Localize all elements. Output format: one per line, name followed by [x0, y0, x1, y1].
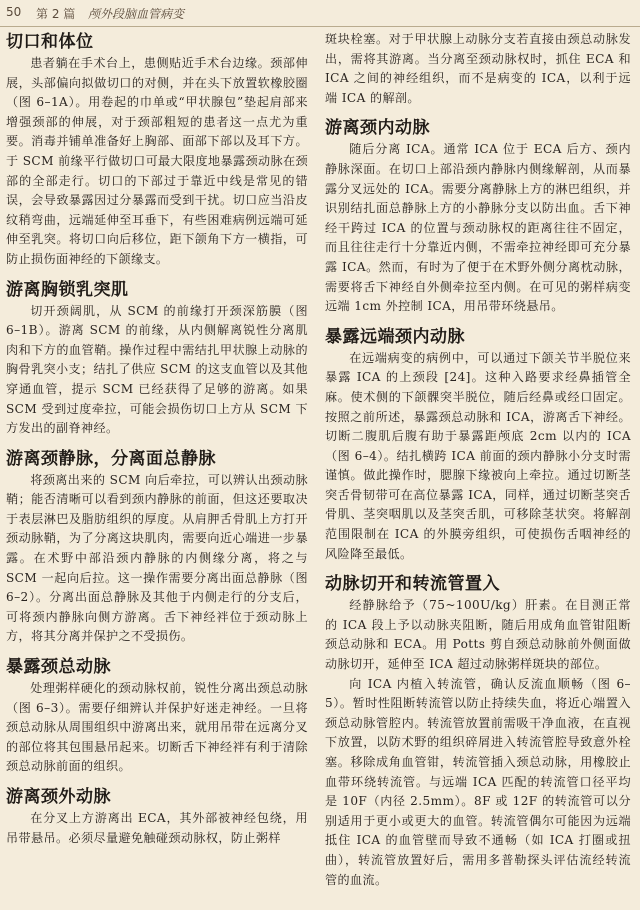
section-heading: 暴露颈总动脉 — [6, 657, 111, 678]
part-label: 第 2 篇 — [36, 7, 76, 21]
section-internal-carotid — [325, 116, 631, 316]
paragraph: 向 ICA 内植入转流管，确认反流血顺畅（图 6–5）。暂时性阻断转流管以防止持续失血，将近心端置入颈总动脉管腔内。转流管放置前需吸干净血液，在直视下放置，以防术野的组织碎屑进入转流管腔导致意外栓塞。移除成角血管钳，转流管插入颈总动脉，用橡胶止血带环绕转流管。与远端 ICA 匹配的转流管口径平均是 10F（内径 2.5mm）。8F 或 12F 的转流管可以分别适用于更小或更大的血管。转流管偶尔可能因为远端抵住 ICA 的血管壁而导致不通畅（如 ICA 打圈或扭曲），转流管放置好后，需用多普勒探头评估流经转流管的血流。 — [325, 676, 631, 887]
section-heading: 游离胸锁乳突肌 — [6, 279, 129, 300]
paragraph: 处理粥样硬化的颈动脉权前，锐性分离出颈总动脉（图 6–3）。需要仔细辨认并保护好迷走神经。一旦将颈总动脉从周围组织中游离出来，就用吊带在远离分叉的部位将其包围悬吊起来。切断舌下神经袢有利于清除颈总动脉前面的组织。 — [6, 681, 308, 774]
paragraph: 斑块栓塞。对于甲状腺上动脉分支若直接由颈总动脉发出，需将其游离。当分离至颈动脉权时，抓住 ECA 和 ICA 之间的神经组织，而不是病变的 ICA，以利于远端 ICA 的解剖。 — [325, 32, 631, 105]
paragraph: 患者躺在手术台上，患侧贴近手术台边缘。颈部伸展，头部偏向拟做切口的对侧，并在头下放置软橡胶圈（图 6–1A）。用卷起的巾单或“甲状腺包”垫起肩部来增强颈部的伸展，对于颈部粗短的患者这一点尤为重要。消毒并铺单准备好上胸部、面部下部以及耳下方。于 SCM 前缘平行做切口可最大限度地暴露颈动脉在颈部的全部走行。切口的下部过于靠近中线是常见的错误，会导致暴露因过分暴露而受到干扰。切口应当沿皮纹稍弯曲，远端延伸至耳垂下，有些困难病例远端可延伸至乳突。将切口向后移位，距下颌角下方一横指，可防止损伤面神经的下颌缘支。 — [6, 56, 308, 266]
section-heading: 游离颈外动脉 — [6, 787, 111, 807]
section-heading: 暴露远端颈内动脉 — [325, 326, 465, 347]
right-column — [325, 30, 631, 890]
paragraph: 切开颈阔肌，从 SCM 的前缘打开颈深筋膜（图 6–1B）。游离 SCM 的前缘，从内侧解离锐性分离肌肉和下方的血管鞘。操作过程中需结扎甲状腺上动脉的胸骨乳突小支；结扎了供应 SCM 的这支血管以及其他穿通血管，提示 SCM 已经获得了足够的游离。如果 SCM 受到过度牵拉，可能会损伤切口上方从 SCM 下方发出的副脊神经。 — [6, 303, 308, 436]
section-incision — [6, 30, 308, 270]
section-external-carotid — [6, 785, 308, 848]
paragraph: 在分叉上方游离出 ECA，其外部被神经包绕，用吊带悬吊。必须尽量避免触碰颈动脉权，防止粥样 — [6, 811, 308, 845]
paragraph: 将颈离出来的 SCM 向后牵拉，可以辨认出颈动脉鞘；能否清晰可以看到颈内静脉的前面，但这还要取决于表层淋巴及脂肪组织的厚度。从肩胛舌骨肌上方打开颈动脉鞘，为了分离这块肌肉，需要向近心端进一步暴露。在术野中部沿颈内静脉的内侧缘分离，将之与 SCM 一起向后拉。这一操作需要分离出面总静脉（图 6–2）。分离出面总静脉及其他于内侧走行的分支后，可将颈内静脉向侧方游离。舌下神经袢位于颈动脉上方，将其分离并保护之不受损伤。 — [6, 472, 308, 644]
left-column — [6, 30, 308, 848]
paragraph: 在远端病变的病例中，可以通过下颌关节半脱位来暴露 ICA 的上颈段 [24]。这种入路要求经鼻插管全麻。使术侧的下颌髁突半脱位，随后经鼻或经口固定。按照之前所述，暴露颈总动脉和 ICA，游离舌下神经。切断二腹肌后腹有助于暴露距颅底 2cm 以内的 ICA（图 6–4）。结扎横跨 ICA 前面的颈内静脉小分支时需谨慎。做此操作时，腮腺下缘被向上牵拉。通过切断茎突舌骨韧带可在高位暴露 ICA，同样，通过切断茎突舌骨肌、茎突咽肌以及茎突舌肌，可移除茎状突。将解剖范围限制在 ICA 的外膜旁组织，可使损伤舌咽神经的风险降至最低。 — [325, 350, 631, 561]
section-scm — [6, 278, 308, 439]
page-header — [0, 0, 640, 27]
paragraph: 经静脉给予（75~100U/kg）肝素。在目测正常的 ICA 段上予以动脉夹阻断，随后用成角血管钳阻断颈总动脉和 ECA。用 Potts 剪自颈总动脉前外侧面做动脉切开，延伸至 ICA 超过动脉粥样斑块的部位。 — [325, 598, 631, 672]
section-arteriotomy-shunt — [325, 572, 631, 890]
section-continued — [325, 30, 631, 108]
section-jugular-vein — [6, 447, 308, 647]
section-heading: 游离颈内动脉 — [325, 118, 430, 139]
paragraph: 随后分离 ICA。通常 ICA 位于 ECA 后方、颈内静脉深面。在切口上部沿颈内静脉内侧缘解剖，从而暴露分叉远处的 ICA。需要分离静脉上方的淋巴组织，并识别结扎面总静脉上方的小静脉分支以防出血。舌下神经干跨过 ICA 的位置与颈动脉权的距离往往不固定，而且往往走行十分靠近内侧，不需牵拉神经即可充分暴露 ICA。然而，有时为了便于在术野外侧分离枕动脉，需要将舌下神经自外侧牵拉至内侧。在可见的粥样病变远端 1cm 外控制 ICA，用吊带环绕悬吊。 — [325, 142, 631, 314]
section-distal-ica — [325, 325, 631, 565]
running-title: 颅外段脑血管病变 — [88, 7, 185, 21]
section-common-carotid — [6, 655, 308, 777]
section-heading: 动脉切开和转流管置入 — [325, 574, 500, 595]
section-heading: 游离颈静脉，分离面总静脉 — [6, 448, 216, 469]
section-heading: 切口和体位 — [6, 32, 94, 52]
page-number: 50 — [6, 5, 22, 19]
